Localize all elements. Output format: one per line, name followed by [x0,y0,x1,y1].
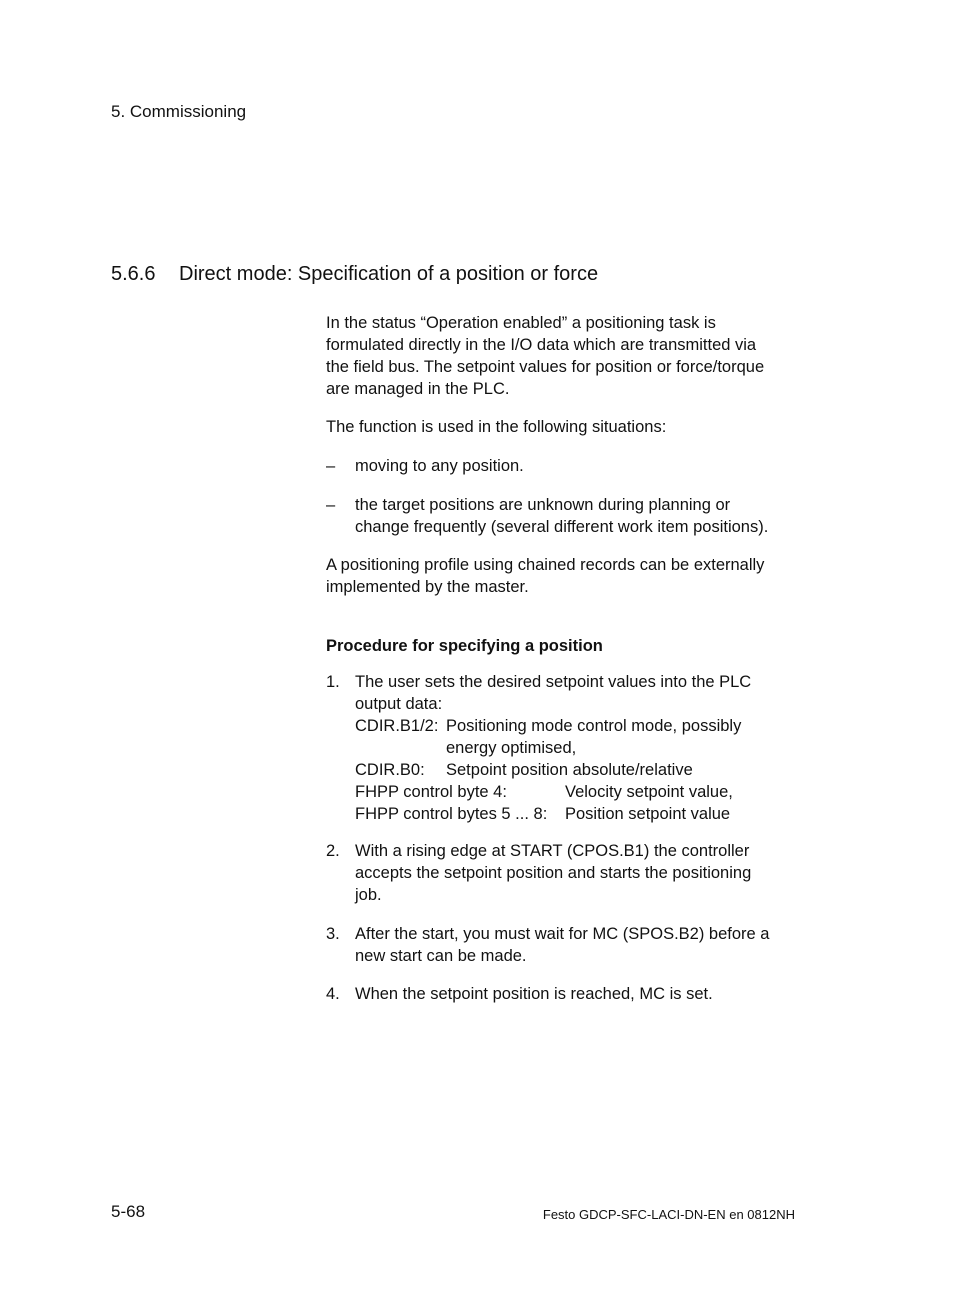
signal-row-continuation [355,737,796,759]
bullet-item [326,494,796,538]
signal-name: FHPP control byte 4: [355,783,507,801]
text-line: The user sets the desired setpoint values into the PLC [355,673,752,691]
text-line: new start can be made. [355,947,527,965]
text-line: implemented by the master. [326,578,529,596]
profile-paragraph [326,554,796,598]
step-number: 4. [326,985,340,1003]
signal-description: Setpoint position absolute/relative [446,761,693,779]
text-line: are managed in the PLC. [326,380,510,398]
text-line: In the status “Operation enabled” a positioning task is [326,314,716,332]
signal-name: CDIR.B1/2: [355,717,439,735]
text-line: formulated directly in the I/O data which are transmitted via [326,336,757,354]
text-line: the target positions are unknown during planning or [355,496,731,514]
procedure-step-2 [326,840,796,906]
signal-row [355,715,796,737]
procedure-step-4 [326,983,796,1005]
text-line: accepts the setpoint position and starts the positioning [355,864,752,882]
text-line: When the setpoint position is reached, MC is set. [355,985,713,1003]
section-title: Direct mode: Specification of a position or force [179,263,599,285]
signal-description: Position setpoint value [565,805,731,823]
text-line: moving to any position. [355,457,524,475]
signal-name: CDIR.B0: [355,761,425,779]
running-header-chapter: 5. Commissioning [111,102,247,121]
text-line: output data: [355,695,443,713]
dash-marker: – [326,496,336,514]
text-line: the field bus. The setpoint values for position or force/torque [326,358,765,376]
signal-description: Positioning mode control mode, possibly [446,717,742,735]
step-number: 1. [326,673,340,691]
step-number: 2. [326,842,340,860]
text-line: change frequently (several different work item positions). [355,518,769,536]
text-line: With a rising edge at START (CPOS.B1) the controller [355,842,750,860]
signal-name: FHPP control bytes 5 ... 8: [355,805,548,823]
page-number: 5-68 [111,1202,146,1221]
signal-description: Velocity setpoint value, [565,783,733,801]
step-number: 3. [326,925,340,943]
text-line: job. [355,886,382,904]
procedure-step-3 [326,923,796,967]
section-number: 5.6.6 [111,263,156,285]
section-heading [111,263,598,286]
procedure-step-1 [326,671,796,825]
dash-marker: – [326,457,336,475]
signal-row [355,759,796,781]
signal-description: energy optimised, [446,739,577,757]
procedure-heading: Procedure for specifying a position [326,637,603,655]
intro-paragraph [326,312,796,400]
text-line: A positioning profile using chained records can be externally [326,556,765,574]
signal-row [355,803,796,825]
signal-row [355,781,796,803]
situations-intro: The function is used in the following situations: [326,418,667,436]
bullet-item [326,455,796,477]
text-line: After the start, you must wait for MC (SPOS.B2) before a [355,925,770,943]
document-footer: Festo GDCP-SFC-LACI-DN-EN en 0812NH [542,1207,795,1222]
